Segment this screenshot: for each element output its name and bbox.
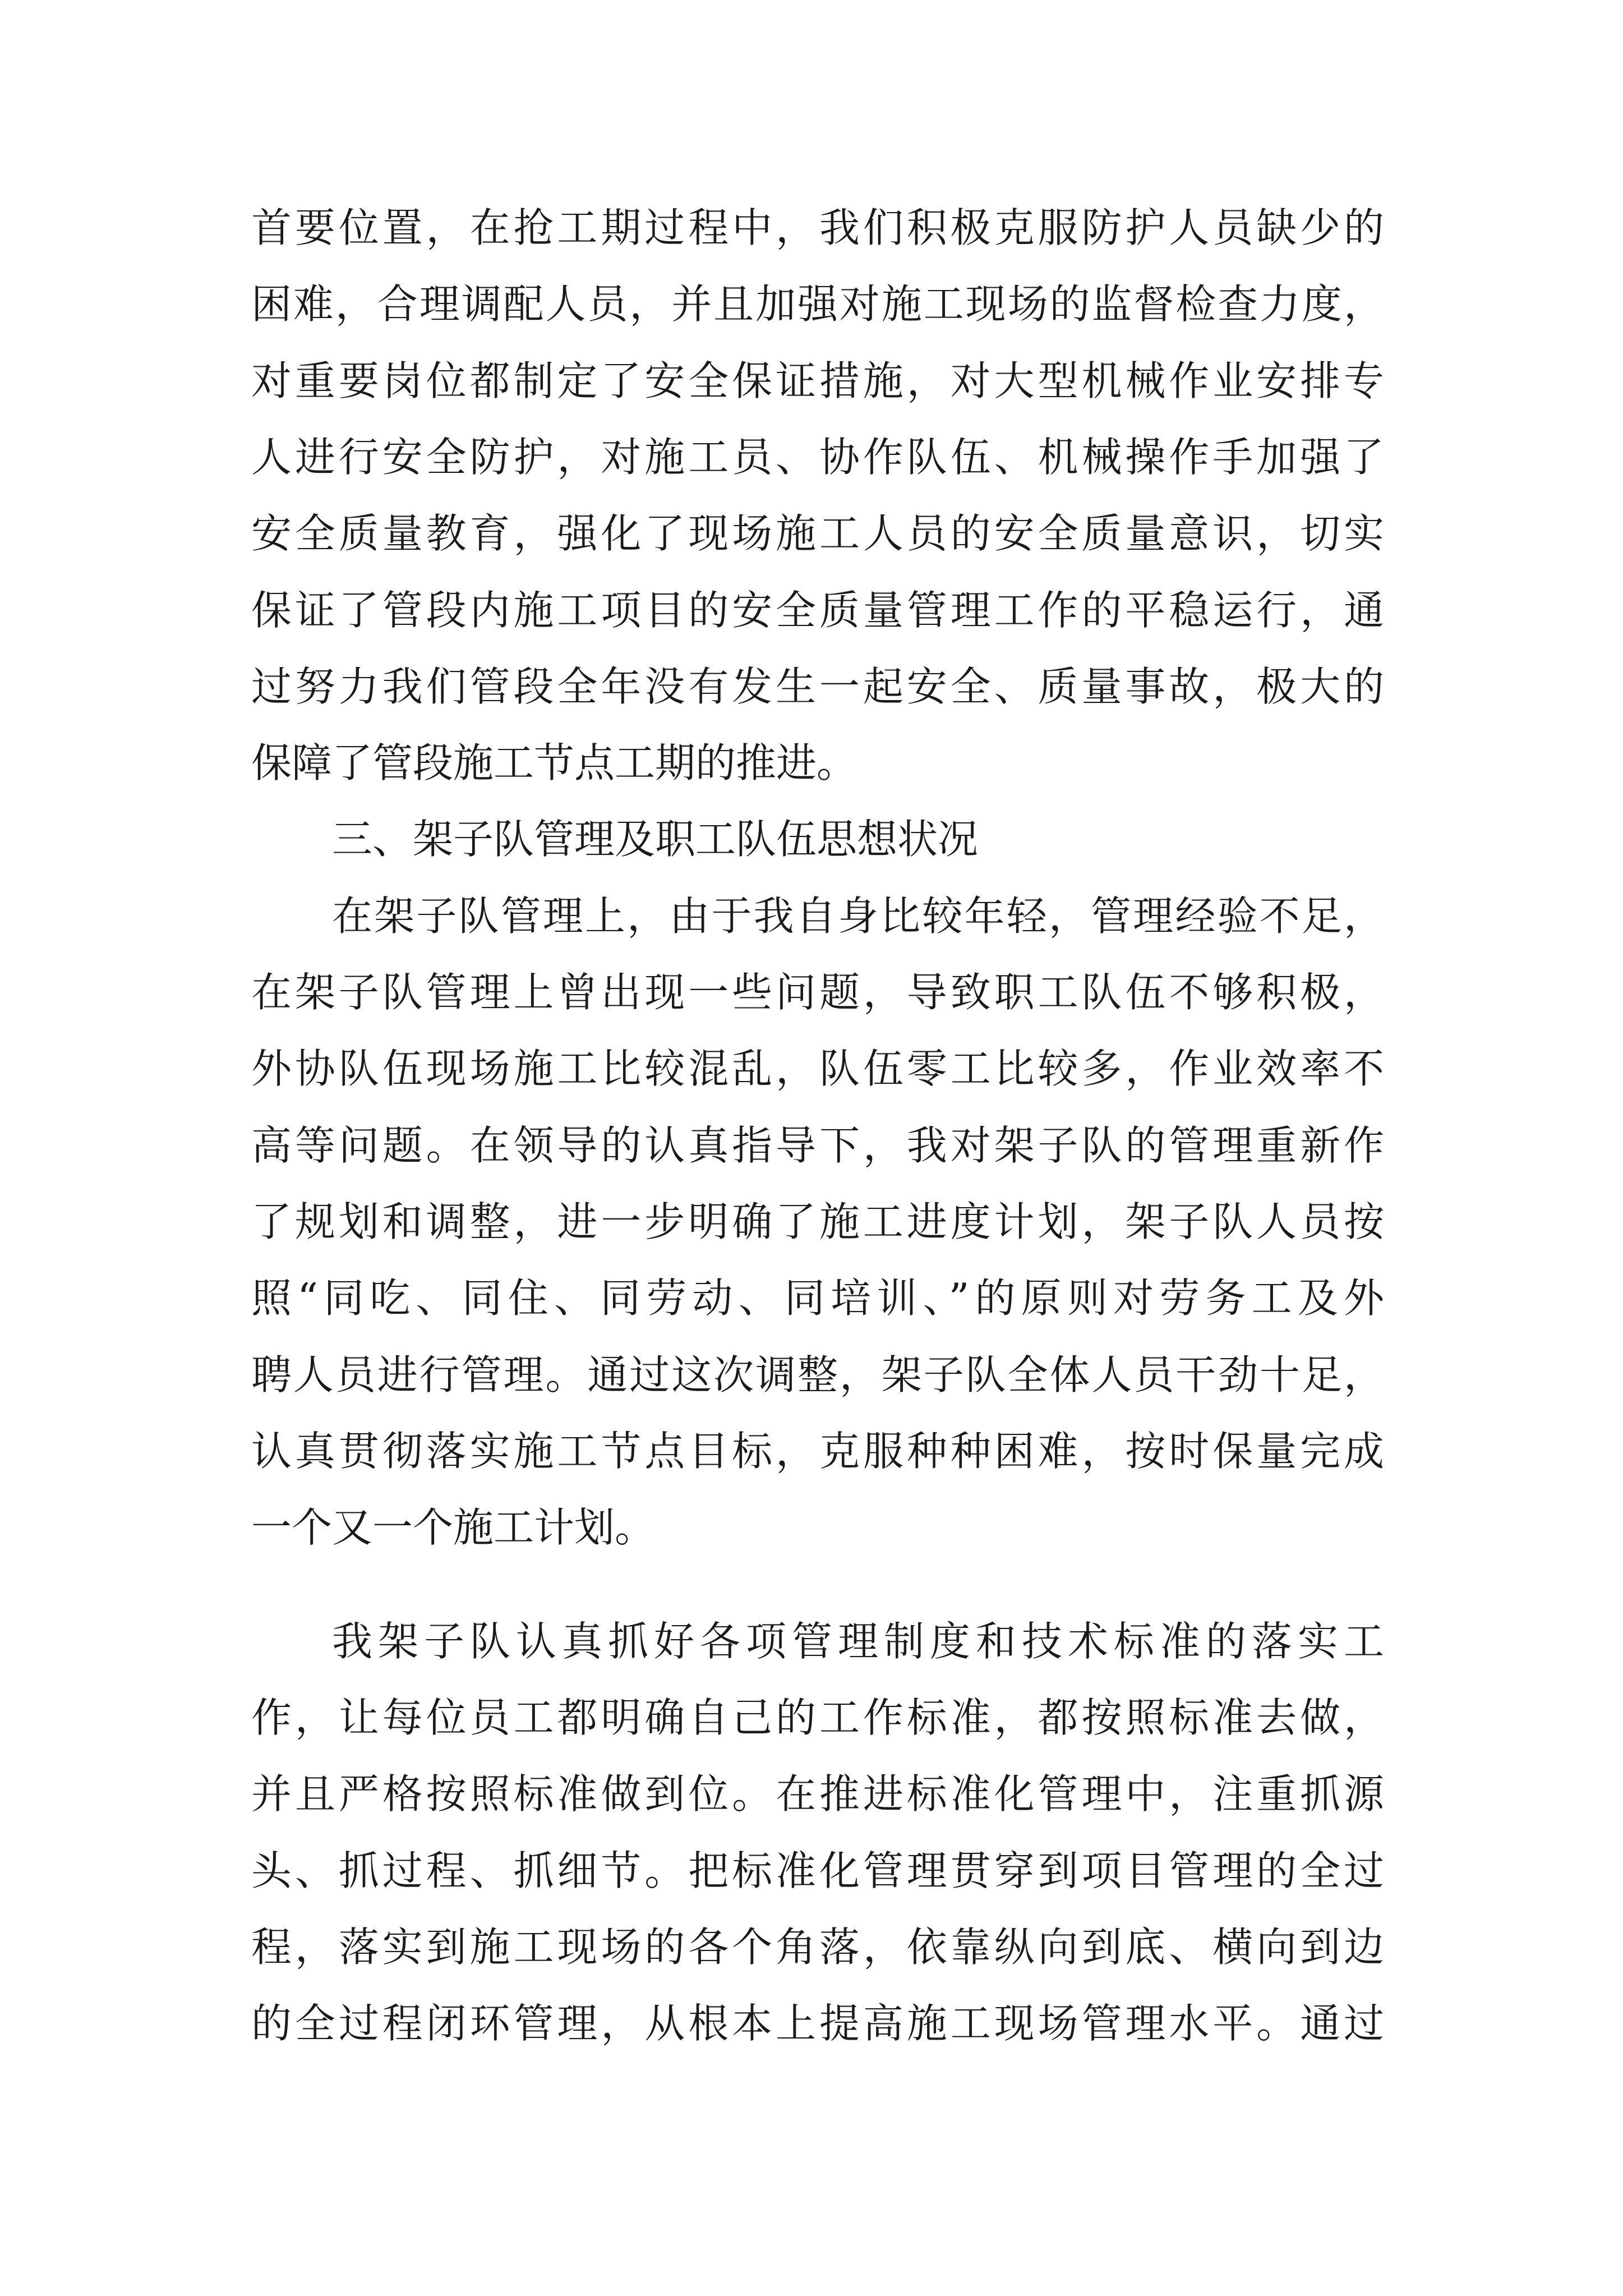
text-line: 困难，合理调配人员，并且加强对施工现场的监督检查力度， bbox=[251, 280, 1384, 328]
text-line: 过努力我们管段全年没有发生一起安全、质量事故，极大的 bbox=[251, 663, 1384, 710]
section-heading: 三、架子队管理及职工队伍思想状况 bbox=[332, 816, 979, 863]
text-line: 人进行安全防护，对施工员、协作队伍、机械操作手加强了 bbox=[251, 434, 1384, 481]
text-line: 的全过程闭环管理，从根本上提高施工现场管理水平。通过 bbox=[251, 2000, 1384, 2047]
text-line: 头、抓过程、抓细节。把标准化管理贯穿到项目管理的全过 bbox=[251, 1847, 1384, 1894]
text-line: 保障了管段施工节点工期的推进。 bbox=[251, 739, 857, 786]
text-line: 作，让每位员工都明确自己的工作标准，都按照标准去做， bbox=[251, 1694, 1384, 1741]
text-line: 聘人员进行管理。通过这次调整，架子队全体人员干劲十足， bbox=[251, 1351, 1384, 1398]
text-line: 保证了管段内施工项目的安全质量管理工作的平稳运行，通 bbox=[251, 587, 1384, 634]
text-line: 外协队伍现场施工比较混乱，队伍零工比较多，作业效率不 bbox=[251, 1045, 1384, 1092]
text-line: 对重要岗位都制定了安全保证措施，对大型机械作业安排专 bbox=[251, 357, 1384, 404]
text-line: 照“同吃、同住、同劳动、同培训、”的原则对劳务工及外 bbox=[251, 1274, 1384, 1322]
text-line: 在架子队管理上曾出现一些问题，导致职工队伍不够积极， bbox=[251, 969, 1384, 1016]
text-line: 首要位置，在抢工期过程中，我们积极克服防护人员缺少的 bbox=[251, 204, 1384, 251]
text-line: 一个又一个施工计划。 bbox=[251, 1504, 656, 1551]
text-line: 高等问题。在领导的认真指导下，我对架子队的管理重新作 bbox=[251, 1122, 1384, 1169]
text-line: 并且严格按照标准做到位。在推进标准化管理中，注重抓源 bbox=[251, 1770, 1384, 1818]
text-line: 认真贯彻落实施工节点目标，克服种种困难，按时保量完成 bbox=[251, 1428, 1384, 1475]
text-line: 程，落实到施工现场的各个角落，依靠纵向到底、横向到边 bbox=[251, 1924, 1384, 1971]
text-line: 安全质量教育，强化了现场施工人员的安全质量意识，切实 bbox=[251, 510, 1384, 557]
text-line: 我架子队认真抓好各项管理制度和技术标准的落实工 bbox=[332, 1618, 1384, 1665]
text-line: 了规划和调整，进一步明确了施工进度计划，架子队人员按 bbox=[251, 1198, 1384, 1245]
text-line: 在架子队管理上，由于我自身比较年轻，管理经验不足， bbox=[332, 892, 1384, 940]
